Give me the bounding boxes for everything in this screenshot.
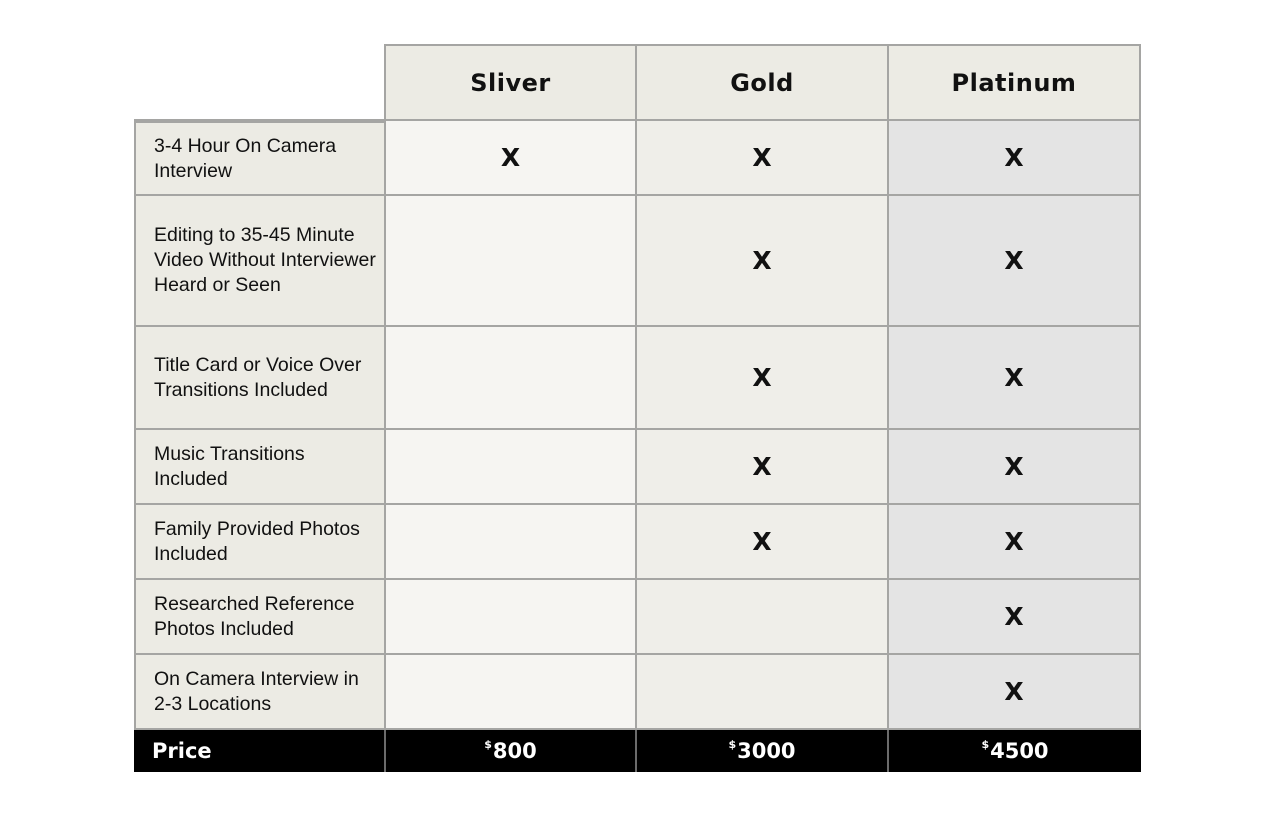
feature-mark — [386, 196, 637, 327]
feature-label: Researched Reference Photos Included — [134, 580, 386, 655]
currency-symbol: $ — [728, 737, 737, 751]
feature-mark: X — [889, 327, 1141, 430]
feature-mark — [386, 580, 637, 655]
currency-symbol: $ — [484, 737, 492, 751]
price-amount: 3000 — [737, 739, 796, 763]
feature-label: 3-4 Hour On Camera Interview — [134, 121, 386, 196]
feature-mark: X — [889, 580, 1141, 655]
feature-mark: X — [637, 196, 889, 327]
feature-mark: X — [889, 196, 1141, 327]
feature-mark: X — [637, 505, 889, 580]
tier-header-gold: Gold — [637, 44, 889, 121]
feature-mark — [386, 655, 637, 730]
feature-mark — [386, 327, 637, 430]
feature-mark: X — [637, 430, 889, 505]
feature-mark: X — [637, 327, 889, 430]
feature-label: Music Transitions Included — [134, 430, 386, 505]
feature-mark: X — [889, 121, 1141, 196]
tier-header-sliver: Sliver — [386, 44, 637, 121]
price-amount: 4500 — [990, 739, 1049, 763]
feature-label: Family Provided Photos Included — [134, 505, 386, 580]
feature-mark: X — [386, 121, 637, 196]
feature-label: On Camera Interview in 2-3 Locations — [134, 655, 386, 730]
table-corner — [134, 44, 386, 121]
currency-symbol: $ — [981, 737, 990, 751]
feature-mark — [386, 430, 637, 505]
price-label: Price — [134, 730, 386, 772]
feature-mark: X — [889, 505, 1141, 580]
feature-mark: X — [889, 655, 1141, 730]
price-sliver — [386, 730, 637, 772]
price-amount: 800 — [492, 739, 537, 763]
price-gold — [637, 730, 889, 772]
feature-mark: X — [637, 121, 889, 196]
tier-header-platinum: Platinum — [889, 44, 1141, 121]
feature-mark: X — [889, 430, 1141, 505]
feature-label: Title Card or Voice Over Transitions Included — [134, 327, 386, 430]
feature-mark — [637, 580, 889, 655]
feature-label: Editing to 35-45 Minute Video Without Interviewer Heard or Seen — [134, 196, 386, 327]
price-platinum — [889, 730, 1141, 772]
feature-mark — [386, 505, 637, 580]
pricing-comparison-table — [134, 44, 1141, 772]
feature-mark — [637, 655, 889, 730]
